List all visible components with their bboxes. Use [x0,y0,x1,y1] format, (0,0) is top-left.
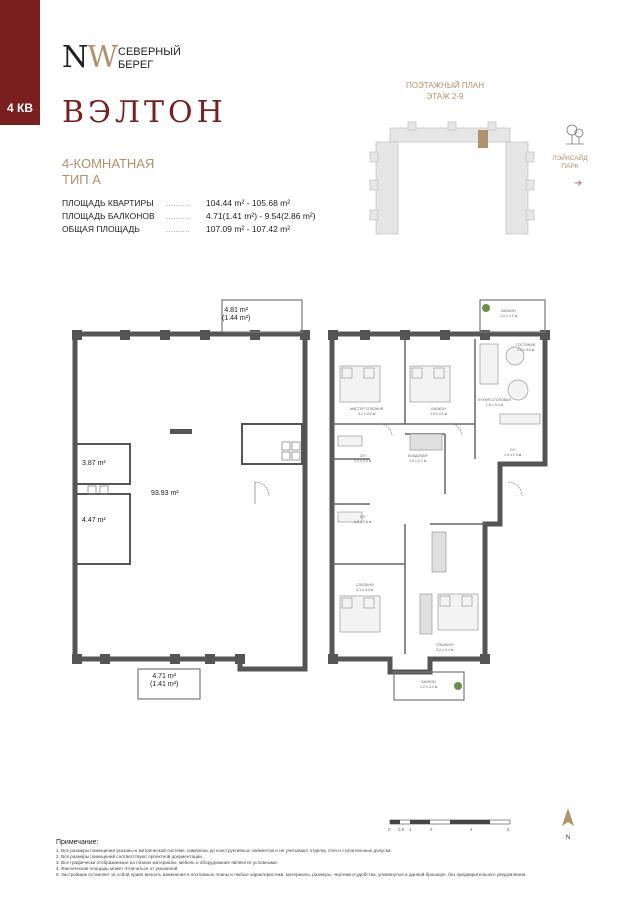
room-b-area: 4.47 m² [82,517,106,524]
highlighted-unit [478,130,488,148]
floor-plan-label: ПОЭТАЖНЫЙ ПЛАН ЭТАЖ 2-9 [405,81,484,101]
main-area-label: 93.93 m² [151,490,179,497]
scale-label: 0 [388,827,391,832]
area-table [62,197,316,236]
apartment-type: 4-КОМНАТНАЯ ТИП А [62,156,155,187]
brand-logo: NW [62,40,118,75]
scale-label: 4 [470,827,473,832]
room-label: ГОСТИНАЯ 2.1 x 3.5 м [516,343,536,352]
scale-label: 2 [430,827,433,832]
scale-label: 5 [507,827,510,832]
note-item: 1. Все размеры помещения указаны в метрической системе, измерены до конструктивных элементов и не учитывают отделку стен и строительные допуски. [56,848,392,853]
note-item: 3. Все графически отображаемые на планах материалы, мебель и оборудование являются условными. [56,860,278,865]
park-label: ЛЭЙКСАЙД ПАРК [552,155,588,170]
building-key-plan [368,118,538,238]
note-item: 4. Фактическая площадь может отличаться от указанной. [56,866,179,871]
room-label: КУХНЯ-СТОЛОВАЯ 1.8 x 3.0 м [478,398,511,407]
side-badge [0,0,40,125]
brand-subtitle: СЕВЕРНЫЙ БЕРЕГ [118,46,181,71]
room-label: С/У 1.4 x 1.9 м [504,448,522,457]
balcony-bottom-area: 4.71 m² (1.41 m²) [150,673,179,688]
apartment-code: 4 КВ [7,101,33,115]
room-label: БАЛКОН 1.2 x 3.4 м [420,680,438,689]
room-label: СПАЛЬНЯ 3.2 x 3.4 м [436,643,454,652]
arrow-right-icon: ➜ [574,178,583,189]
north-arrow-icon: N [558,806,578,841]
balcony-top-area: 4.81 m² (1.44 m²) [222,307,251,322]
room-label: КЛАДОВАЯ 1.6 x 2.1 м [408,454,428,463]
room-label: БАЛКОН 2.9 x 4.0 м [430,407,448,416]
area-row: ПЛОЩАДЬ БАЛКОНОВ .......... 4.71(1.41 m²) - 9.54(2.86 m²) [62,211,316,221]
note-item: 5. Застройщик оставляет за собой право вносить изменения в поэтажные планы и любые характеристики, материалы, размеры, чертежи и удобства, упомянутые в данной брошюре, без предварительного уведомления. [56,872,527,877]
notes: Примечание: 1. Все размеры помещения указаны в метрической системе, измерены до конструктивных элементов и не учитывают отделку стен и строительные допуски. 2. Все размеры помещений соответствуют проектной документации. 3. Все графически отображаемые на планах материалы, мебель и оборудование являются условными. 4. Фактическая площадь может отличаться от указанной. 5. Застройщик оставляет за собой право вносить изменения в поэтажные планы и любые характеристики, материалы, размеры, чертежи и удобства, упомянутые в данной брошюре, без предварительного уведомления. [56,840,576,878]
note-item: 2. Все размеры помещений соответствуют проектной документации. [56,854,204,859]
room-label: С/У 1.9 x 2.0 м [354,454,372,463]
floor-plans [60,294,580,704]
scale-bar [388,818,518,838]
room-a-area: 3.87 m² [82,460,106,467]
room-label: БАЛКОН 1.2 x 4.1 м [500,309,518,318]
room-label: МАСТЕР СПАЛЬНЯ 3.1 x 4.0 м [350,407,384,416]
room-label: С/У 1.8 x 2.8 м [354,515,372,524]
area-row: ПЛОЩАДЬ КВАРТИРЫ .......... 104.44 m² - 105.68 m² [62,198,291,208]
scale-label: 0.5 [398,827,405,832]
scale-label: 1 [409,827,412,832]
building-title: ВЭЛТОН [62,95,227,130]
left-plan [75,334,305,669]
area-row: ОБЩАЯ ПЛОЩАДЬ .......... 107.09 m² - 107.42 m² [62,224,291,234]
park-icon [564,122,586,146]
room-label: СПАЛЬНЯ 3.1 x 4.0 м [356,583,374,592]
